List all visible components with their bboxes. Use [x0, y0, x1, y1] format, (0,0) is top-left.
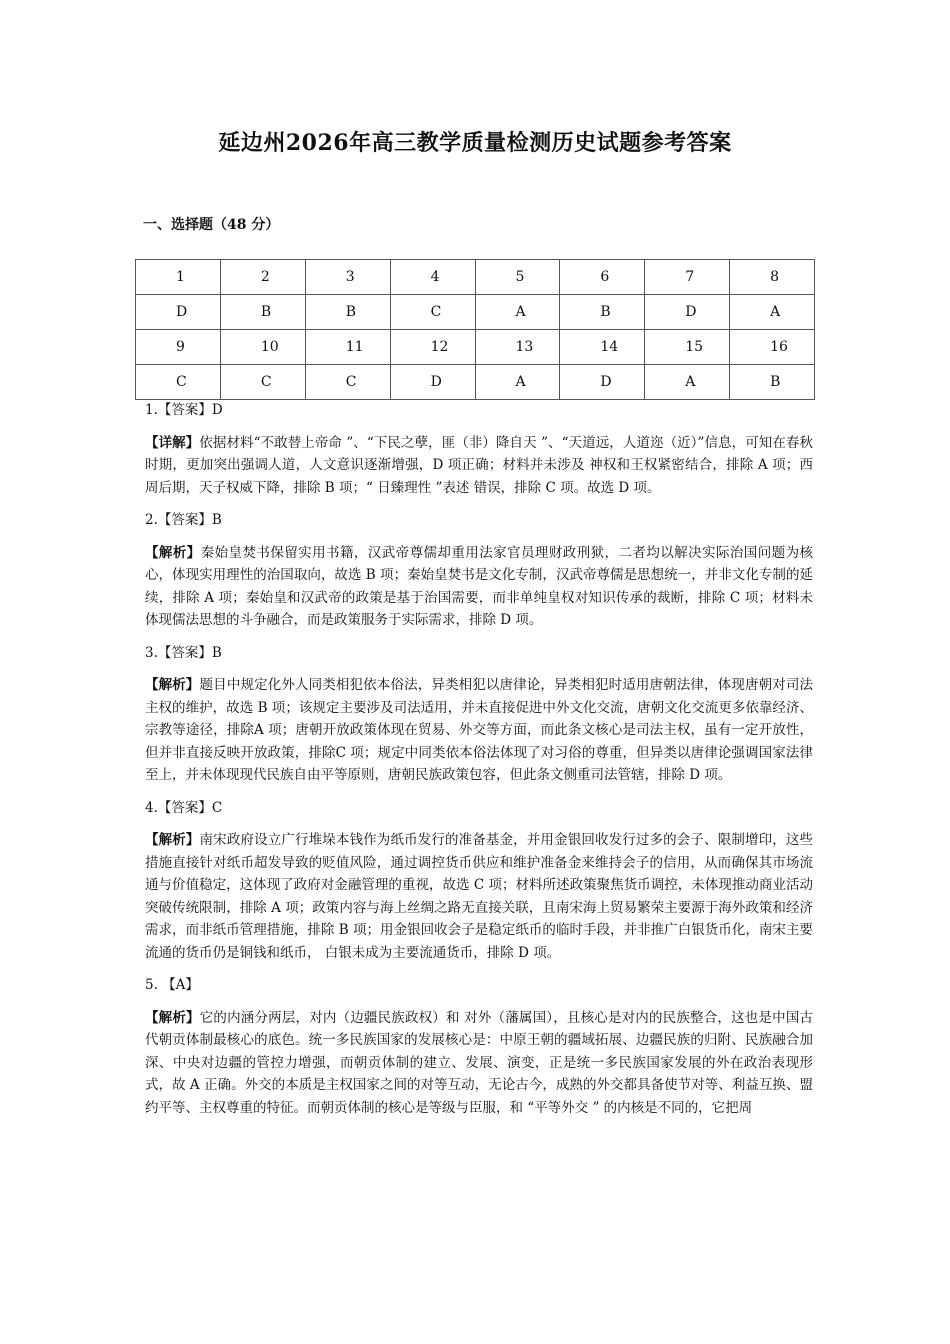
table-cell: B	[220, 295, 305, 330]
table-cell: 6	[560, 260, 645, 295]
table-cell: 14	[560, 330, 645, 365]
question-item	[145, 797, 813, 965]
table-cell: 4	[390, 260, 475, 295]
answer-letter-row	[136, 295, 815, 330]
explanation-tag: 【解析】	[145, 1009, 200, 1026]
table-cell: A	[475, 365, 560, 400]
section-heading: 一、选择题（48 分）	[143, 217, 280, 233]
table-cell: 2	[220, 260, 305, 295]
table-cell: 3	[305, 260, 390, 295]
answer-line: 2.【答案】B	[145, 512, 222, 528]
table-cell: D	[645, 295, 730, 330]
answer-letter-row	[136, 365, 815, 400]
table-cell: 9	[136, 330, 221, 365]
question-number-row	[136, 330, 815, 365]
table-cell: B	[730, 365, 815, 400]
table-cell: D	[390, 365, 475, 400]
table-cell: A	[475, 295, 560, 330]
table-cell: C	[390, 295, 475, 330]
question-item	[145, 509, 813, 632]
answer-line: 4.【答案】C	[145, 799, 223, 816]
question-item	[145, 642, 813, 787]
explanation-text: 它的内涵分两层，对内（边疆民族政权）和 对外（藩属国），且核心是对内的民族整合，这也是中国古代朝贡体制最核心的底色。统一多民族国家的发展核心是：中原王朝的疆域拓展、边疆民族的归附、民族融合加深、中央对边疆的管控力增强，而朝贡体制的建立、发展、演变，正是统一多民族国家发展的外在政治表现形式，故 A 正确。外交的本质是主权国家之间的对等互动，无论古今，成熟的外交都具备使节对等、利益互换、盟约平等、主权尊重的特征。而朝贡体制的核心是等级与臣服，和 “平等外交 ” 的内核是不同的，它把周	[145, 1009, 813, 1116]
explanation-text: 题目中规定化外人同类相犯依本俗法，异类相犯以唐律论，异类相犯时适用唐朝法律，体现唐朝对司法主权的维护，故选 B 项；该规定主要涉及司法适用，并未直接促进中外文化交流，唐朝文化交流更多依靠经济、宗教等途径，排除A 项；唐朝开放政策体现在贸易、外交等方面，而此条文核心是司法主权，虽有一定开放性，但并非直接反映开放政策，排除C 项；规定中同类依本俗法体现了对习俗的尊重，但异类以唐律论强调国家法律至上，并未体现现代民族自由平等原则，唐朝民族政策包容，但此条文侧重司法管辖，排除 D 项。	[145, 677, 814, 783]
table-cell: C	[136, 365, 221, 400]
table-cell: 12	[390, 330, 475, 365]
answer-line: 5. 【A】	[145, 977, 199, 993]
explanation-paragraph	[145, 432, 813, 500]
explanations	[145, 399, 813, 1129]
explanation-tag: 【解析】	[145, 544, 201, 561]
table-cell: A	[730, 295, 815, 330]
table-cell: 16	[730, 330, 815, 365]
explanation-paragraph	[145, 674, 813, 787]
table-cell: D	[560, 365, 645, 400]
table-cell: B	[305, 295, 390, 330]
table-cell: A	[645, 365, 730, 400]
explanation-paragraph	[145, 829, 813, 964]
explanation-paragraph	[145, 542, 813, 632]
explanation-paragraph	[145, 1007, 813, 1120]
table-cell: D	[136, 295, 221, 330]
question-number-row	[136, 260, 815, 295]
page-title: 延边州2026年高三教学质量检测历史试题参考答案	[218, 130, 732, 156]
answer-table	[135, 259, 815, 400]
table-cell: 13	[475, 330, 560, 365]
explanation-text: 南宋政府设立广行堆垛本钱作为纸币发行的准备基金，并用金银回收发行过多的会子、限制增印，这些措施直接针对纸币超发导致的贬值风险，通过调控货币供应和维护准备金来维持会子的信用，从而确保其市场流通与价值稳定，这体现了政府对金融管理的重视，故选 C 项；材料所述政策聚焦货币调控，未体现推动商业活动突破传统限制，排除 A 项；政策内容与海上丝绸之路无直接关联，且南宋海上贸易繁荣主要源于海外政策和经济需求，而非纸币管理措施，排除 B 项；用金银回收会子是稳定纸币的临时手段，并非推广白银货币化，南宋主要流通的货币仍是铜钱和纸币， 白银未成为主要流通货币，排除 D 项。	[145, 832, 814, 961]
explanation-text: 依据材料“不敢替上帝命 ”、“下民之孽，匪（非）降自天 ”、“天道远，人道迩（近）”信息，可知在春秋时期，更加突出强调人道，人文意识逐渐增强，D 项正确；材料并未涉及 神权和王权紧密结合，排除 A 项；西周后期，天子权威下降，排除 B 项；“ 日臻理性 ”表述 错误，排除 C 项。故选 D 项。	[145, 434, 814, 496]
table-cell: 5	[475, 260, 560, 295]
question-item	[145, 974, 813, 1119]
explanation-text: 秦始皇焚书保留实用书籍，汉武帝尊儒却重用法家官员理财政刑狱，二者均以解决实际治国问题为核心，体现实用理性的治国取向，故选 B 项；秦始皇焚书是文化专制，汉武帝尊儒是思想统一，并非文化专制的延续，排除 A 项；秦始皇和汉武帝的政策是基于治国需要，而非单纯皇权对知识传承的裁断，排除 C 项；材料未体现儒法思想的斗争融合，而是政策服务于实际需求，排除 D 项。	[145, 544, 813, 628]
answer-line: 3.【答案】B	[145, 644, 222, 661]
table-cell: 15	[645, 330, 730, 365]
table-cell: 11	[305, 330, 390, 365]
table-cell: 8	[730, 260, 815, 295]
table-cell: C	[305, 365, 390, 400]
table-cell: B	[560, 295, 645, 330]
explanation-tag: 【解析】	[145, 832, 200, 848]
table-cell: C	[220, 365, 305, 400]
question-item	[145, 399, 813, 499]
table-cell: 1	[136, 260, 221, 295]
table-cell: 10	[220, 330, 305, 365]
answer-line: 1.【答案】D	[145, 402, 223, 418]
explanation-tag: 【详解】	[145, 434, 200, 451]
table-cell: 7	[645, 260, 730, 295]
explanation-tag: 【解析】	[145, 677, 200, 693]
